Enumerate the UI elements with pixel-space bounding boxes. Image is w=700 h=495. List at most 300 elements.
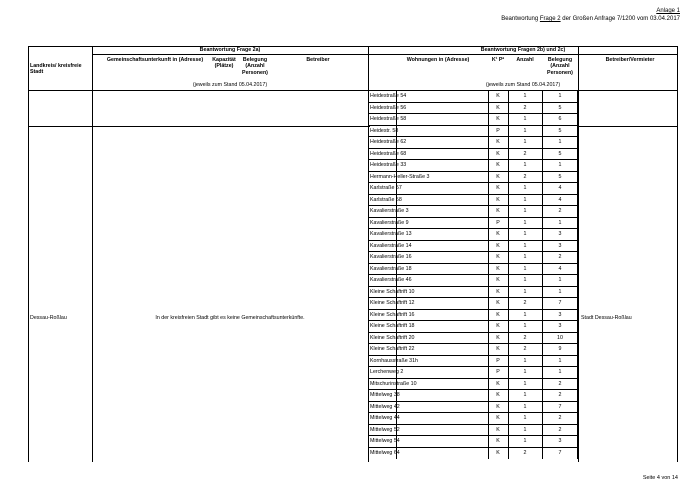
row-divider	[488, 172, 489, 183]
row-divider	[508, 218, 509, 229]
stand-note-left: (jeweils zum Stand 05.04.2017)	[192, 82, 268, 88]
row-divider	[508, 149, 509, 160]
belegung-cell: 2	[558, 415, 562, 421]
table-row	[368, 412, 578, 423]
row-divider	[508, 229, 509, 240]
row-divider	[577, 356, 578, 367]
row-divider	[488, 275, 489, 286]
row-divider	[396, 390, 397, 401]
row-divider	[396, 206, 397, 217]
row-divider	[508, 333, 509, 344]
table-row	[368, 424, 578, 435]
belegung-cell: 9	[558, 346, 562, 352]
row-divider	[577, 172, 578, 183]
belegung-cell: 2	[558, 380, 562, 387]
anzahl-cell: 1	[523, 426, 527, 433]
row-divider	[542, 379, 543, 390]
row-divider	[368, 137, 369, 148]
row-divider	[542, 321, 543, 332]
kp-cell: P	[496, 219, 500, 226]
row-divider	[508, 160, 509, 171]
anzahl-cell: 1	[523, 162, 527, 168]
table-row	[368, 217, 578, 228]
row-divider	[577, 379, 578, 390]
address-cell: Mitschurinstraße 10	[370, 380, 417, 387]
address-cell: Mittelweg 44	[370, 415, 400, 421]
row-divider	[542, 436, 543, 447]
kp-cell: K	[496, 323, 500, 329]
row-divider	[577, 275, 578, 286]
row-divider	[368, 160, 369, 171]
row-divider	[577, 333, 578, 344]
table-row	[368, 90, 578, 101]
row-divider	[396, 379, 397, 390]
row-divider	[396, 448, 397, 459]
row-divider	[488, 160, 489, 171]
row-divider	[508, 310, 509, 321]
address-cell: Hermann-Heller-Straße 3	[370, 173, 430, 180]
row-divider	[368, 402, 369, 413]
col-header-gu: Gemeinschaftsunterkunft in (Adresse)	[106, 57, 204, 63]
belegung-cell: 4	[558, 265, 562, 272]
row-divider	[542, 149, 543, 160]
kp-cell: K	[496, 104, 500, 111]
table-row	[368, 171, 578, 182]
belegung-cell: 3	[558, 438, 562, 444]
address-cell: Heidestraße 54	[370, 93, 407, 99]
row-divider	[488, 126, 489, 137]
row-divider	[488, 206, 489, 217]
address-cell: Kavalierstraße 18	[370, 265, 412, 272]
row-divider	[577, 103, 578, 114]
row-divider	[577, 344, 578, 355]
row-divider	[542, 298, 543, 309]
line-group-header	[92, 54, 678, 55]
kp-cell: P	[496, 127, 500, 134]
kp-cell: P	[496, 357, 500, 364]
address-cell: Karlstraße 57	[370, 185, 402, 191]
row-divider	[396, 425, 397, 436]
anzahl-cell: 2	[523, 150, 527, 157]
row-divider	[508, 114, 509, 125]
row-divider	[488, 367, 489, 378]
row-divider	[368, 206, 369, 217]
row-divider	[577, 149, 578, 160]
kp-cell: K	[496, 173, 500, 180]
row-divider	[368, 367, 369, 378]
belegung-cell: 2	[558, 426, 562, 433]
anzahl-cell: 1	[523, 231, 527, 237]
kp-cell: K	[496, 334, 500, 341]
row-divider	[577, 298, 578, 309]
kp-cell: K	[496, 403, 500, 410]
kp-cell: K	[496, 208, 500, 214]
row-divider	[368, 149, 369, 160]
row-divider	[488, 229, 489, 240]
anzahl-cell: 1	[523, 254, 527, 260]
address-cell: Kavalierstraße 46	[370, 277, 412, 283]
address-cell: Heidestraße 33	[370, 162, 407, 168]
row-divider	[542, 356, 543, 367]
address-cell: Kavalierstraße 13	[370, 231, 412, 237]
row-divider	[396, 310, 397, 321]
address-cell: Kleine Schaftrift 12	[370, 300, 415, 306]
address-cell: Mittelweg 52	[370, 426, 400, 433]
row-divider	[488, 114, 489, 125]
row-divider	[508, 344, 509, 355]
row-divider	[542, 402, 543, 413]
row-divider	[508, 425, 509, 436]
belegung-cell: 7	[558, 403, 562, 410]
address-cell: Heidestr. 58	[370, 127, 399, 134]
kp-cell: K	[496, 196, 500, 203]
row-divider	[368, 91, 369, 102]
row-divider	[542, 252, 543, 263]
row-divider	[368, 390, 369, 401]
row-divider	[508, 241, 509, 252]
row-divider	[508, 264, 509, 275]
row-divider	[577, 91, 578, 102]
group-header-right: Beantwortung Fragen 2b) und 2c)	[480, 47, 566, 53]
anzahl-cell: 2	[523, 346, 527, 352]
row-divider	[508, 436, 509, 447]
subtitle-prefix: Beantwortung	[501, 16, 540, 22]
row-divider	[396, 241, 397, 252]
address-cell: Heidestraße 56	[370, 104, 407, 111]
anzahl-cell: 1	[523, 116, 527, 122]
row-divider	[542, 390, 543, 401]
row-divider	[396, 275, 397, 286]
row-divider	[508, 195, 509, 206]
row-divider	[577, 413, 578, 424]
table-row	[368, 148, 578, 159]
row-divider	[542, 126, 543, 137]
anzahl-cell: 1	[523, 242, 527, 249]
anzahl-cell: 2	[523, 173, 527, 180]
landkreis-cell: Dessau-Roßlau	[30, 315, 67, 321]
row-divider	[508, 126, 509, 137]
row-divider	[508, 275, 509, 286]
row-divider	[368, 344, 369, 355]
row-divider	[577, 402, 578, 413]
row-divider	[577, 436, 578, 447]
anzahl-cell: 1	[523, 311, 527, 318]
anzahl-cell: 2	[523, 334, 527, 341]
row-divider	[368, 126, 369, 137]
row-divider	[368, 333, 369, 344]
table-row	[368, 366, 578, 377]
anzahl-cell: 1	[523, 438, 527, 444]
row-divider	[542, 367, 543, 378]
row-divider	[577, 160, 578, 171]
row-divider	[396, 402, 397, 413]
row-divider	[542, 137, 543, 148]
row-divider	[396, 252, 397, 263]
address-cell: Heidestraße 58	[370, 116, 407, 122]
row-divider	[488, 241, 489, 252]
row-divider	[368, 448, 369, 459]
row-divider	[508, 183, 509, 194]
row-divider	[508, 367, 509, 378]
row-divider	[488, 91, 489, 102]
row-divider	[396, 183, 397, 194]
anzahl-cell: 1	[523, 392, 527, 398]
row-divider	[577, 252, 578, 263]
row-divider	[488, 413, 489, 424]
row-divider	[368, 298, 369, 309]
row-divider	[396, 126, 397, 137]
table-row	[368, 389, 578, 400]
belegung-cell: 7	[558, 300, 562, 306]
row-divider	[577, 183, 578, 194]
belegung-cell: 1	[558, 369, 562, 375]
kp-cell: K	[496, 380, 500, 387]
row-divider	[368, 264, 369, 275]
belegung-cell: 10	[557, 334, 563, 341]
row-divider	[368, 252, 369, 263]
table-row	[368, 401, 578, 412]
col-header-wohnungen: Wohnungen in (Adresse)	[406, 57, 470, 63]
row-divider	[396, 218, 397, 229]
group-header-left: Beantwortung Frage 2a)	[199, 47, 261, 53]
row-divider	[577, 137, 578, 148]
anzahl-cell: 1	[523, 196, 527, 203]
address-cell: Kleine Schaftrift 22	[370, 346, 415, 352]
table-row	[368, 263, 578, 274]
vermieter-cell: Stadt Dessau-Roßlau	[581, 315, 632, 321]
belegung-cell: 2	[558, 392, 562, 398]
row-divider	[577, 126, 578, 137]
anzahl-cell: 1	[523, 127, 527, 134]
row-divider	[396, 321, 397, 332]
anzahl-cell: 1	[523, 265, 527, 272]
kp-cell: K	[496, 150, 500, 157]
row-divider	[368, 425, 369, 436]
row-divider	[508, 402, 509, 413]
anzahl-cell: 1	[523, 415, 527, 421]
row-divider	[488, 298, 489, 309]
address-cell: Kleine Schaftrift 20	[370, 334, 415, 341]
row-divider	[508, 137, 509, 148]
belegung-cell: 2	[558, 208, 562, 214]
data-table	[28, 46, 678, 462]
anzahl-cell: 1	[523, 380, 527, 387]
kp-cell: K	[496, 185, 500, 191]
table-row	[368, 355, 578, 366]
belegung-cell: 5	[558, 150, 562, 157]
address-cell: Heidestraße 62	[370, 139, 407, 145]
row-divider	[542, 448, 543, 459]
belegung-cell: 1	[558, 357, 562, 364]
kp-cell: K	[496, 426, 500, 433]
row-divider	[577, 287, 578, 298]
address-cell: Karlstraße 58	[370, 196, 402, 203]
row-divider	[508, 379, 509, 390]
col-header-kp: K¹ P²	[491, 57, 505, 63]
belegung-cell: 6	[558, 116, 562, 122]
belegung-cell: 1	[558, 277, 562, 283]
line-header-bottom	[28, 90, 678, 91]
kp-cell: K	[496, 438, 500, 444]
row-divider	[396, 333, 397, 344]
row-divider	[542, 344, 543, 355]
table-row	[368, 274, 578, 285]
belegung-cell: 3	[558, 323, 562, 329]
table-row	[368, 113, 578, 124]
address-cell: Kavalierstraße 14	[370, 242, 412, 249]
row-divider	[577, 241, 578, 252]
table-row	[368, 332, 578, 343]
address-cell: Mittelweg 64	[370, 449, 400, 456]
row-divider	[368, 183, 369, 194]
row-divider	[396, 436, 397, 447]
row-divider	[488, 344, 489, 355]
row-divider	[396, 160, 397, 171]
row-divider	[577, 390, 578, 401]
kp-cell: K	[496, 415, 500, 421]
row-divider	[542, 103, 543, 114]
belegung-cell: 4	[558, 196, 562, 203]
annex-label: Anlage 1	[656, 8, 680, 14]
row-divider	[396, 344, 397, 355]
row-divider	[542, 264, 543, 275]
col-header-anzahl: Anzahl	[516, 57, 534, 63]
row-divider	[542, 275, 543, 286]
kp-cell: K	[496, 254, 500, 260]
address-cell: Kleine Schaftrift 10	[370, 288, 415, 295]
belegung-cell: 5	[558, 127, 562, 134]
kp-cell: K	[496, 392, 500, 398]
row-divider	[488, 137, 489, 148]
row-divider	[368, 413, 369, 424]
row-divider	[396, 172, 397, 183]
address-cell: Lerchenweg 2	[370, 369, 404, 375]
kp-cell: K	[496, 449, 500, 456]
anzahl-cell: 2	[523, 104, 527, 111]
col-header-landkreis: Landkreis/ kreisfreie Stadt	[30, 63, 82, 76]
anzahl-cell: 1	[523, 219, 527, 226]
table-row	[368, 343, 578, 354]
table-row	[368, 159, 578, 170]
kp-cell: K	[496, 346, 500, 352]
row-divider	[542, 172, 543, 183]
anzahl-cell: 1	[523, 208, 527, 214]
table-row	[368, 251, 578, 262]
anzahl-cell: 1	[523, 185, 527, 191]
table-row	[368, 182, 578, 193]
row-divider	[542, 425, 543, 436]
table-row	[368, 125, 578, 136]
border-right	[677, 46, 678, 462]
row-divider	[368, 379, 369, 390]
row-divider	[368, 241, 369, 252]
row-divider	[508, 448, 509, 459]
kp-cell: K	[496, 300, 500, 306]
row-divider	[508, 103, 509, 114]
belegung-cell: 3	[558, 311, 562, 318]
address-cell: Kavalierstraße 9	[370, 219, 409, 226]
row-divider	[488, 195, 489, 206]
stand-note-right: (jeweils zum Stand 05.04.2017)	[485, 82, 561, 88]
address-cell: Mittelweg 54	[370, 438, 400, 444]
address-cell: Mittelweg 42	[370, 403, 400, 410]
row-divider	[577, 321, 578, 332]
row-divider	[488, 218, 489, 229]
row-divider	[508, 356, 509, 367]
table-row	[368, 320, 578, 331]
row-divider	[396, 149, 397, 160]
row-divider	[488, 310, 489, 321]
row-divider	[396, 103, 397, 114]
subtitle-suffix: der Großen Anfrage 7/1200 vom 03.04.2017	[560, 16, 680, 22]
row-divider	[368, 356, 369, 367]
row-divider	[577, 229, 578, 240]
row-divider	[396, 114, 397, 125]
row-divider	[577, 114, 578, 125]
row-divider	[542, 218, 543, 229]
row-divider	[396, 91, 397, 102]
row-divider	[577, 425, 578, 436]
row-divider	[368, 172, 369, 183]
row-divider	[577, 448, 578, 459]
line-block-separator	[28, 126, 370, 127]
row-divider	[396, 264, 397, 275]
kp-cell: K	[496, 288, 500, 295]
belegung-cell: 7	[558, 449, 562, 456]
row-divider	[488, 149, 489, 160]
col-header-betreiber: Betreiber	[306, 57, 330, 63]
row-divider	[368, 310, 369, 321]
kp-cell: K	[496, 265, 500, 272]
address-cell: Kornhausstraße 31h	[370, 357, 418, 364]
row-divider	[577, 195, 578, 206]
row-divider	[488, 425, 489, 436]
row-divider	[488, 321, 489, 332]
row-divider	[368, 287, 369, 298]
col-header-betreiber-vermieter: Betreiber/Vermieter	[605, 57, 655, 63]
belegung-cell: 1	[558, 162, 562, 168]
kp-cell: K	[496, 93, 500, 99]
anzahl-cell: 1	[523, 357, 527, 364]
anzahl-cell: 1	[523, 277, 527, 283]
row-divider	[542, 114, 543, 125]
table-row	[368, 102, 578, 113]
kp-cell: K	[496, 311, 500, 318]
row-divider	[542, 183, 543, 194]
row-divider	[368, 275, 369, 286]
row-divider	[368, 195, 369, 206]
page-number: Seite 4 von 14	[642, 475, 678, 481]
row-divider	[396, 287, 397, 298]
col-header-kapazitaet: Kapazität (Plätze)	[212, 57, 236, 70]
address-cell: Heidestraße 68	[370, 150, 407, 157]
row-divider	[488, 264, 489, 275]
line-block-separator-right	[578, 126, 678, 127]
row-divider	[488, 448, 489, 459]
row-divider	[577, 264, 578, 275]
anzahl-cell: 1	[523, 403, 527, 410]
row-divider	[488, 356, 489, 367]
row-divider	[368, 436, 369, 447]
row-divider	[508, 287, 509, 298]
table-row	[368, 435, 578, 446]
table-row	[368, 378, 578, 389]
subtitle-frage: Frage 2	[539, 16, 561, 22]
belegung-cell: 5	[558, 104, 562, 111]
row-divider	[542, 333, 543, 344]
belegung-cell: 1	[558, 139, 562, 145]
row-divider	[488, 436, 489, 447]
